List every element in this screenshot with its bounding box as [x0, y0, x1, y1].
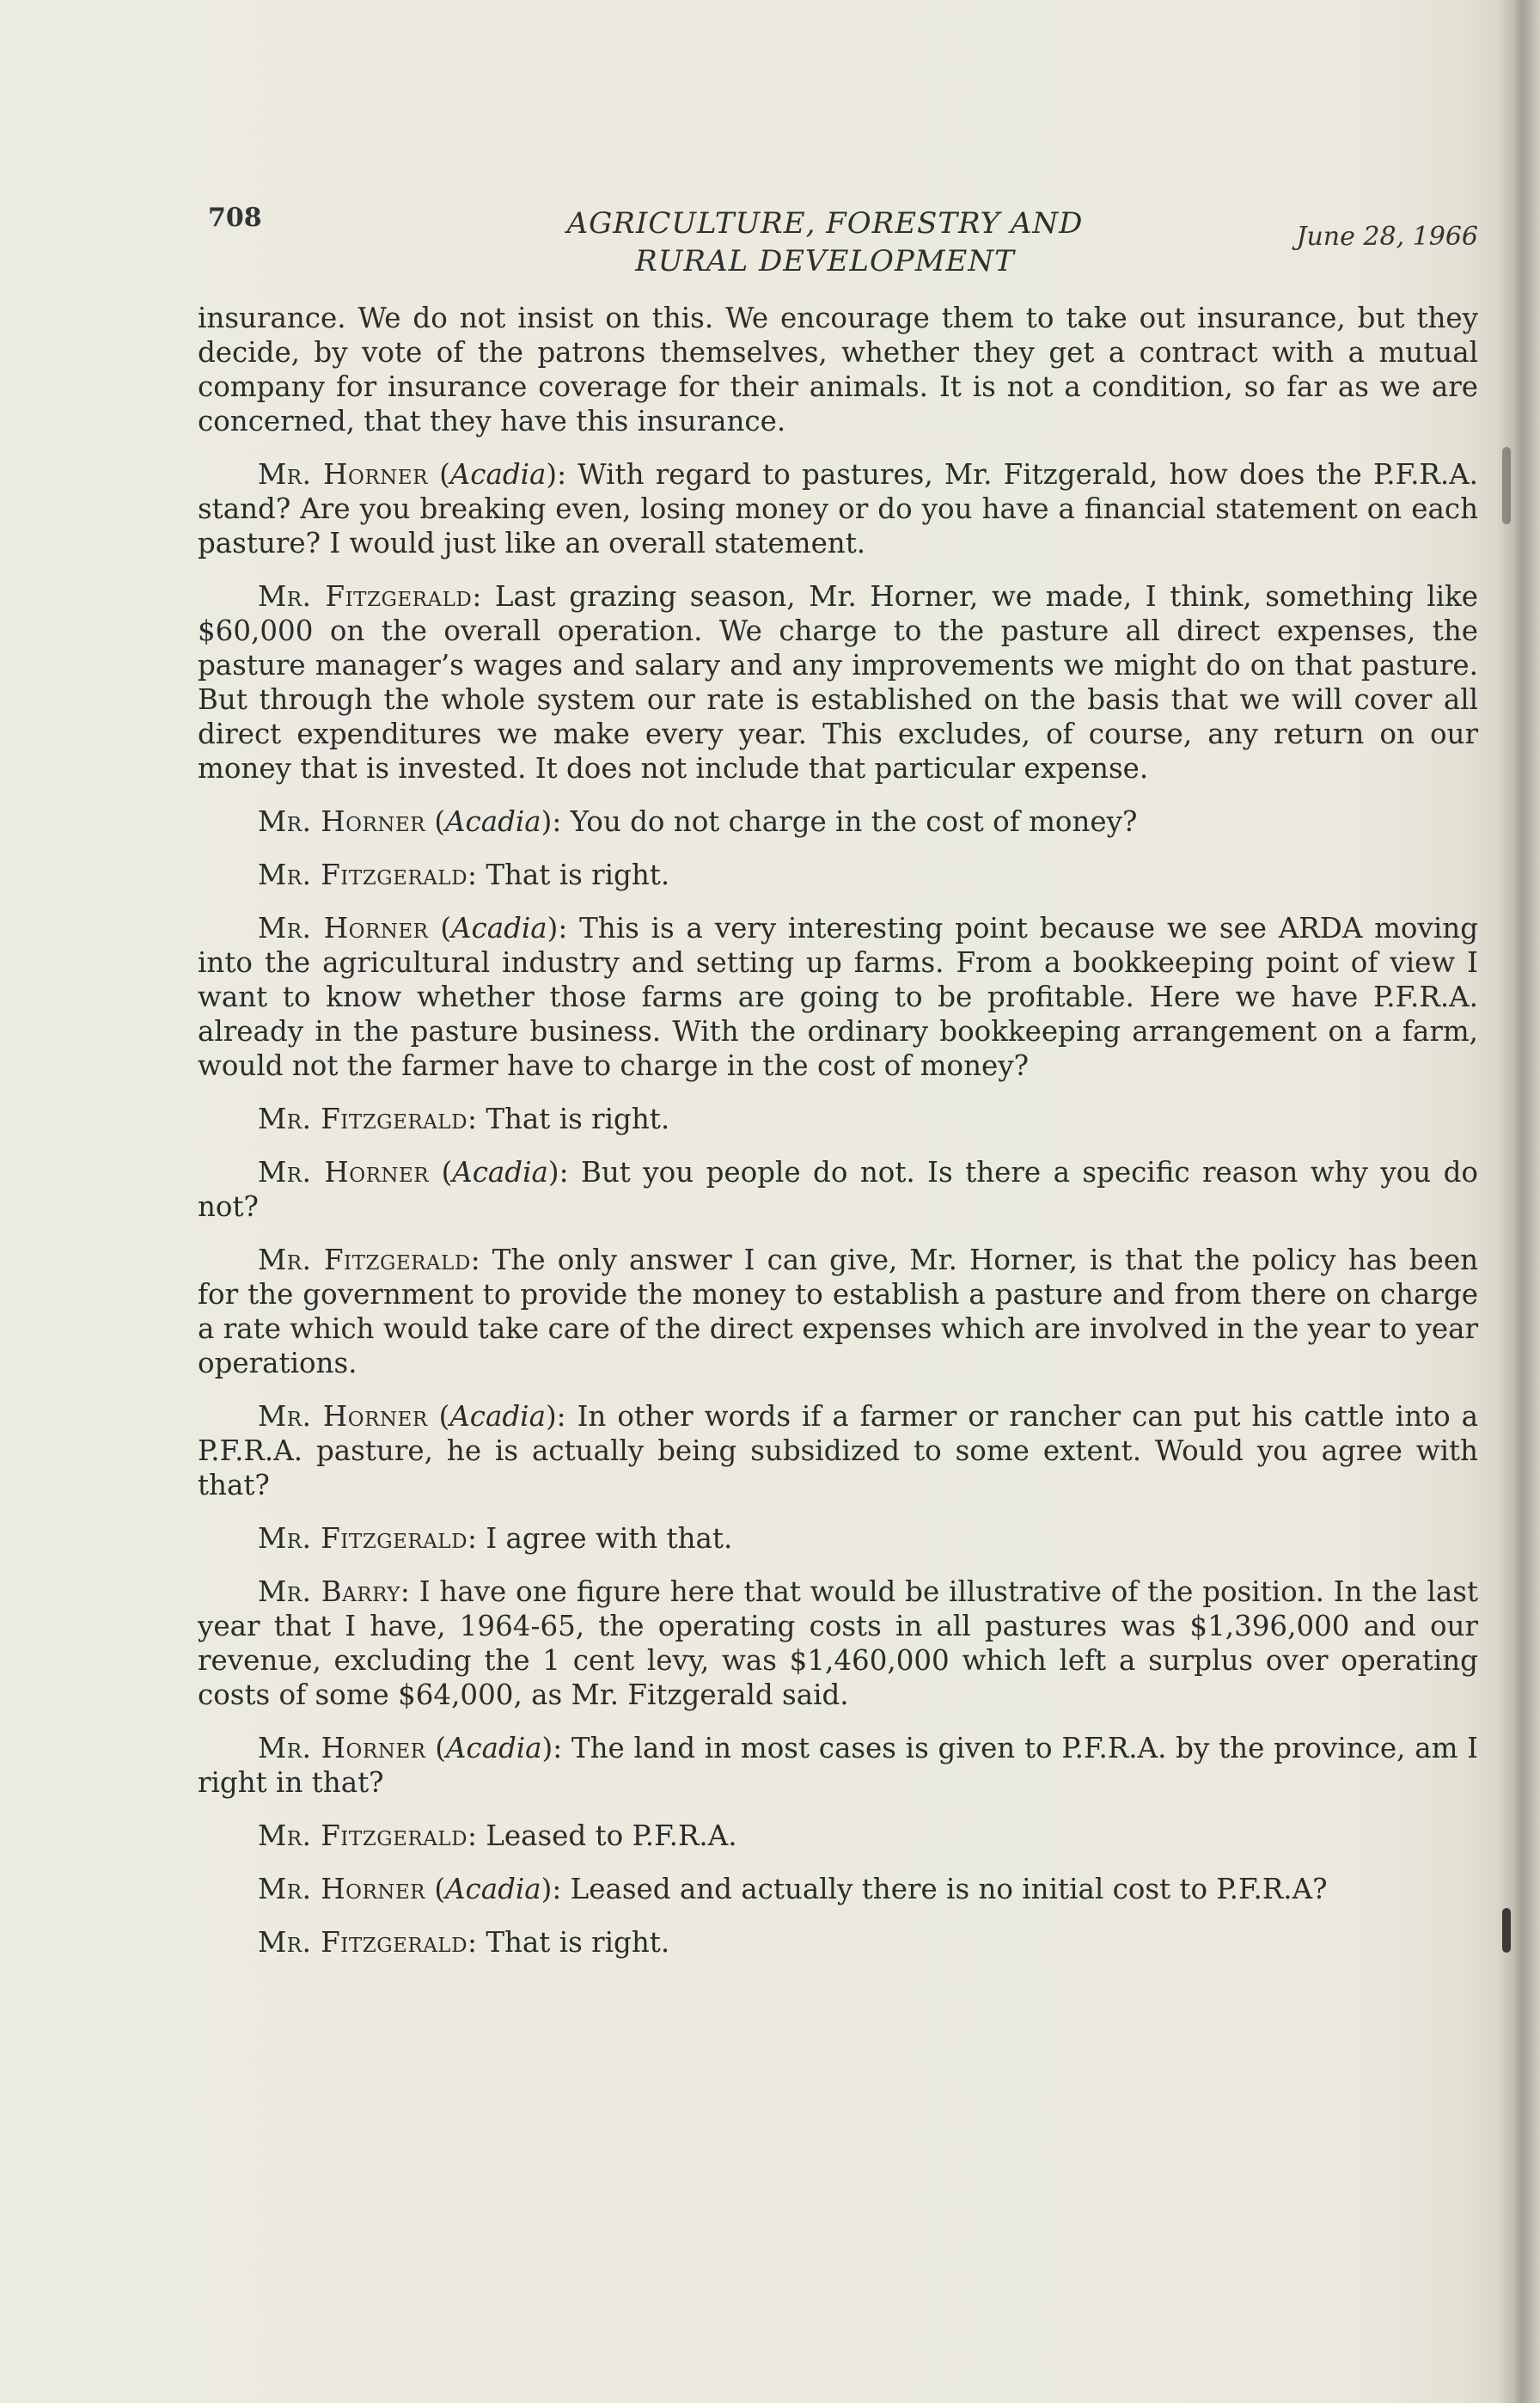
paragraph-text: With regard to pastures, Mr. Fitzgerald, how does the P.F.R.A. stand? Are you breaking even, losing money or do you have a financial statement on each pasture? I would just like an overall statement. [198, 458, 1478, 559]
spine-mark [1502, 1908, 1511, 1953]
page-number: 708 [208, 203, 262, 233]
speaker-name: Mr. Horner [258, 1400, 428, 1433]
paragraph-text: Leased and actually there is no initial cost to P.F.R.A? [570, 1873, 1328, 1905]
speaker-riding: Acadia [445, 1732, 542, 1764]
speaker-paragraph: Mr. Horner (Acadia): You do not charge in the cost of money? [258, 805, 1138, 838]
paragraph-text: I have one figure here that would be illustrative of the position. In the last year that I have, 1964-65, the operating costs in all pastures was $1,396,000 and our revenue, excluding the 1 cent levy, was $1,460,000 which left a surplus over operating costs of some $64,000, as Mr. Fitzgerald said. [198, 1575, 1479, 1711]
continuation-paragraph [198, 301, 1478, 438]
speaker-name: Mr. Horner [258, 1156, 430, 1189]
speaker-paragraph: Mr. Fitzgerald: That is right. [258, 859, 670, 891]
speaker-paragraph: Mr. Fitzgerald: Leased to P.F.R.A. [258, 1819, 737, 1852]
speaker-name: Mr. Horner [258, 1732, 426, 1764]
running-header [198, 196, 1478, 290]
speaker-paragraph: Mr. Fitzgerald: That is right. [258, 1926, 670, 1959]
speaker-name: Mr. Horner [258, 458, 428, 491]
speaker-paragraph: Mr. Fitzgerald: That is right. [258, 1103, 670, 1135]
speaker-name: Mr. Fitzgerald [258, 1819, 468, 1852]
paragraph-text: That is right. [486, 859, 670, 891]
book-spine-shadow [1495, 0, 1540, 2403]
speaker-paragraph: Mr. Horner (Acadia): But you people do not. Is there a specific reason why you do not? [198, 1156, 1478, 1223]
speaker-riding: Acadia [445, 1873, 541, 1905]
paragraph-text: You do not charge in the cost of money? [570, 805, 1138, 838]
speaker-paragraph: Mr. Fitzgerald: The only answer I can give, Mr. Horner, is that the policy has been for the government to provide the money to establish a pasture and from there on charge a rate which would take care of the direct expenses which are involved in the year to year operations. [198, 1244, 1478, 1379]
speaker-name: Mr. Fitzgerald [258, 1522, 468, 1555]
speaker-paragraph: Mr. Horner (Acadia): The land in most cases is given to P.F.R.A. by the province, am I right in that? [198, 1732, 1479, 1799]
paragraph-text: The only answer I can give, Mr. Horner, is that the policy has been for the government to provide the money to establish a pasture and from there on charge a rate which would take care of the direct expenses which are involved in the year to year operations. [198, 1244, 1478, 1379]
paragraph-text: I agree with that. [486, 1522, 733, 1555]
speaker-name: Mr. Horner [258, 805, 426, 838]
transcript-body [198, 301, 1478, 1978]
page-date: June 28, 1966 [1296, 222, 1478, 252]
speaker-paragraph: Mr. Horner (Acadia): In other words if a farmer or rancher can put his cattle into a P.F.R.A. pasture, he is actually being subsidized to some extent. Would you agree with that? [198, 1400, 1478, 1501]
speaker-name: Mr. Fitzgerald [258, 1244, 471, 1276]
paragraph-text: The land in most cases is given to P.F.R.A. by the province, am I right in that? [198, 1732, 1479, 1799]
paragraph-text: That is right. [486, 1103, 670, 1135]
speaker-paragraph: Mr. Fitzgerald: Last grazing season, Mr. Horner, we made, I think, something like $60,000 on the overall operation. We charge to the pasture all direct expenses, the pasture manager’s wages and salary and any improvements we might do on that pasture. But through the whole system our rate is established on the basis that we will cover all direct expenditures we make every year. This excludes, of course, any return on our money that is invested. It does not include that particular expense. [198, 580, 1478, 785]
paragraph-text: Leased to P.F.R.A. [486, 1819, 737, 1852]
speaker-paragraph: Mr. Fitzgerald: I agree with that. [258, 1522, 733, 1555]
speaker-paragraph: Mr. Horner (Acadia): Leased and actually there is no initial cost to P.F.R.A? [258, 1873, 1328, 1905]
speaker-riding: Acadia [451, 912, 547, 945]
speaker-name: Mr. Fitzgerald [258, 1103, 468, 1135]
speaker-paragraph: Mr. Horner (Acadia): With regard to pastures, Mr. Fitzgerald, how does the P.F.R.A. stand? Are you breaking even, losing money or do you have a financial statement on each pasture? I would just like an overall statement. [198, 458, 1478, 559]
speaker-name: Mr. Horner [258, 1873, 426, 1905]
speaker-riding: Acadia [449, 458, 547, 491]
speaker-riding: Acadia [452, 1156, 548, 1189]
spine-mark [1502, 447, 1511, 524]
paragraph-text: Last grazing season, Mr. Horner, we made, I think, something like $60,000 on the overall operation. We charge to the pasture all direct expenses, the pasture manager’s wages and salary and any improvements we might do on that pasture. But through the whole system our rate is established on the basis that we will cover all direct expenditures we make every year. This excludes, of course, any return on our money that is invested. It does not include that particular expense. [198, 580, 1478, 785]
paragraph-text: insurance. We do not insist on this. We encourage them to take out insurance, but they decide, by vote of the patrons themselves, whether they get a contract with a mutual company for insurance coverage for their animals. It is not a condition, so far as we are concerned, that they have this insurance. [198, 302, 1478, 437]
speaker-name: Mr. Horner [258, 912, 429, 945]
speaker-name: Mr. Fitzgerald [258, 580, 473, 613]
speaker-riding: Acadia [449, 1400, 546, 1433]
speaker-name: Mr. Fitzgerald [258, 859, 468, 891]
paragraph-text: That is right. [486, 1926, 670, 1959]
paragraph-text: In other words if a farmer or rancher can put his cattle into a P.F.R.A. pasture, he is actually being subsidized to some extent. Would you agree with that? [198, 1400, 1478, 1501]
paragraph-text: But you people do not. Is there a specific reason why you do not? [198, 1156, 1478, 1223]
running-title [559, 205, 1091, 280]
speaker-paragraph: Mr. Horner (Acadia): This is a very interesting point because we see ARDA moving into the agricultural industry and setting up farms. From a bookkeeping point of view I want to know whether those farms are going to be profitable. Here we have P.F.R.A. already in the pasture business. With the ordinary bookkeeping arrangement on a farm, would not the farmer have to charge in the cost of money? [198, 912, 1478, 1082]
running-title-line-1: AGRICULTURE, FORESTRY AND [566, 206, 1084, 241]
speaker-name: Mr. Barry [258, 1575, 400, 1608]
paragraph-text: This is a very interesting point because we see ARDA moving into the agricultural industry and setting up farms. From a bookkeeping point of view I want to know whether those farms are going to be profitable. Here we have P.F.R.A. already in the pasture business. With the ordinary bookkeeping arrangement on a farm, would not the farmer have to charge in the cost of money? [198, 912, 1478, 1082]
running-title-line-2: RURAL DEVELOPMENT [635, 244, 1015, 278]
speaker-paragraph: Mr. Barry: I have one figure here that would be illustrative of the position. In the last year that I have, 1964-65, the operating costs in all pastures was $1,396,000 and our revenue, excluding the 1 cent levy, was $1,460,000 which left a surplus over operating costs of some $64,000, as Mr. Fitzgerald said. [198, 1575, 1479, 1711]
speaker-name: Mr. Fitzgerald [258, 1926, 468, 1959]
speaker-riding: Acadia [445, 805, 541, 838]
